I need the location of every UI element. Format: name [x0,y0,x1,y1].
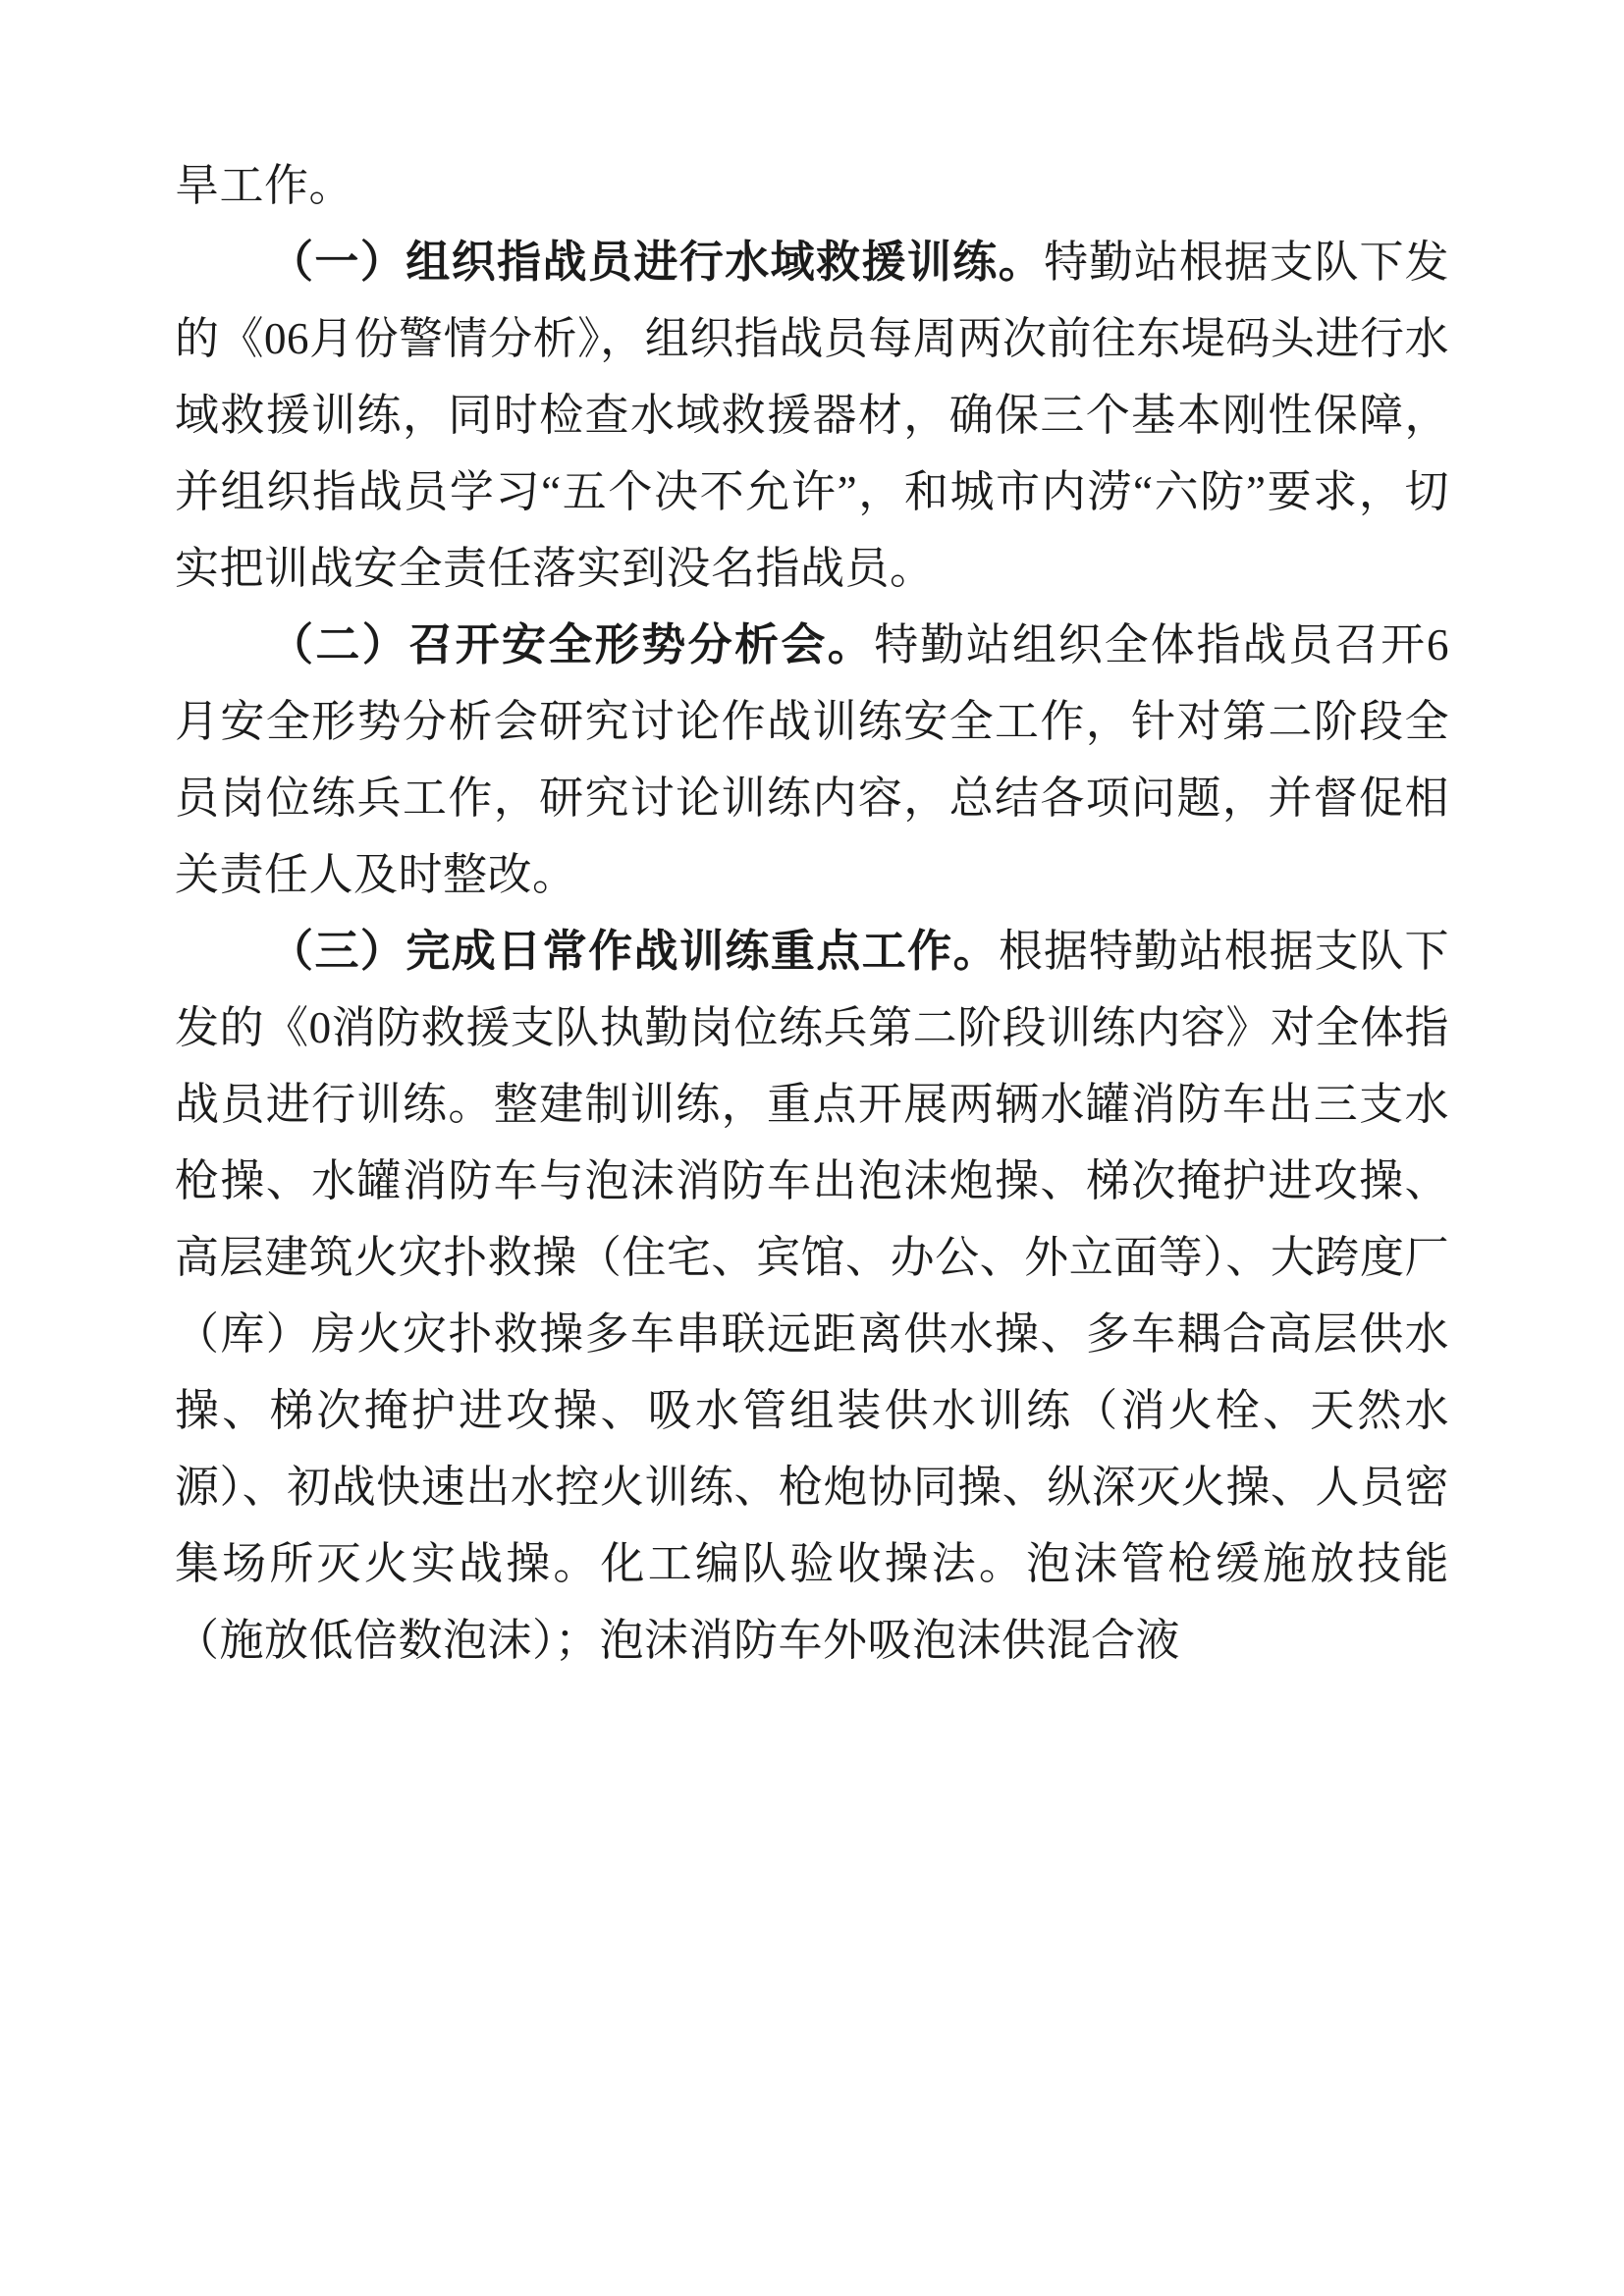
paragraph-lead: （一）组织指战员进行水域救援训练。 [269,238,1045,287]
paragraph-section-3 [175,913,1449,1679]
paragraph-text: 特勤站根据支队下发的《06月份警情分析》，组织指战员每周两次前往东堤码头进行水域救援训练，同时检查水域救援器材，确保三个基本刚性保障，并组织指战员学习“五个决不允许”，和城市内涝“六防”要求，切实把训战安全责任落实到没名指战员。 [175,238,1449,593]
paragraph-section-2 [175,607,1449,913]
document-body [175,147,1449,1679]
paragraph-lead: （二）召开安全形势分析会。 [269,620,875,669]
paragraph-text: 旱工作。 [175,161,354,210]
paragraph-text: 根据特勤站根据支队下发的《0消防救援支队执勤岗位练兵第二阶段训练内容》对全体指战员进行训练。整建制训练，重点开展两辆水罐消防车出三支水枪操、水罐消防车与泡沫消防车出泡沫炮操、梯次掩护进攻操、高层建筑火灾扑救操（住宅、宾馆、办公、外立面等）、大跨度厂（库）房火灾扑救操多车串联远距离供水操、多车耦合高层供水操、梯次掩护进攻操、吸水管组装供水训练（消火栓、天然水源）、初战快速出水控火训练、枪炮协同操、纵深灭火操、人员密集场所灭火实战操。化工编队验收操法。泡沫管枪缓施放技能（施放低倍数泡沫）；泡沫消防车外吸泡沫供混合液 [175,927,1449,1665]
paragraph-text: 特勤站组织全体指战员召开6月安全形势分析会研究讨论作战训练安全工作，针对第二阶段全员岗位练兵工作，研究讨论训练内容，总结各项问题，并督促相关责任人及时整改。 [175,620,1449,899]
paragraph-carryover [175,147,1449,224]
paragraph-section-1 [175,224,1449,607]
paragraph-lead: （三）完成日常作战训练重点工作。 [269,927,1000,976]
